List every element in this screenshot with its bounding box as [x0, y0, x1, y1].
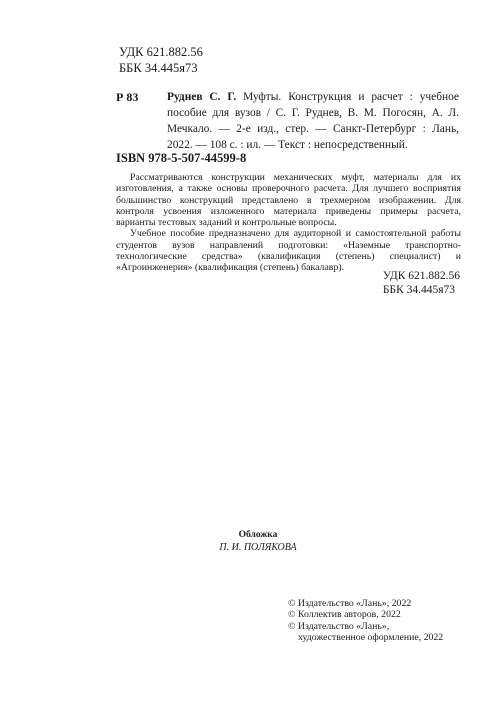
- isbn: ISBN 978-5-507-44599-8: [116, 151, 247, 165]
- abstract-paragraph-2: Учебное пособие предназначено для аудиторной и самостоятельной работы студентов вузов направлений подготовки: «Наземные транспортно-технологические средства» (квалификация (степень) специалист) и «Агроинженерия» (квалификация (степень) бакалавр).: [116, 228, 461, 274]
- copyright-line-1: © Издательство «Лань», 2022: [288, 598, 412, 609]
- copyright-line-4: художественное оформление, 2022: [298, 632, 444, 644]
- cover-label: Обложка: [238, 530, 278, 540]
- copyright-line-3: © Издательство «Лань»,: [288, 620, 390, 632]
- biblio-text: Муфты. Конструкция и расчет : учебное пособие для вузов / С. Г. Руднев, В. М. Погосян, А. Л. Мечкало. — 2-е изд., стер. — Санкт-Петербург : Лань, 2022. — 108 с. : ил. — Текст : непосредственный.: [167, 91, 459, 151]
- biblio-heading: Руднев С. Г.: [167, 91, 237, 103]
- abstract-paragraph-1: Рассматриваются конструкции механических муфт, материалы для их изготовления, а также основы проверочного расчета. Для лучшего восприятия большинство конструкций представлено в трехмерном изображении. Для контроля усвоения изложенного материала приведены примеры расчета, варианты тестовых заданий и контрольные вопросы.: [116, 172, 461, 229]
- author-mark: Р 83: [116, 90, 139, 104]
- bbk-code: ББК 34.445я73: [119, 61, 198, 75]
- cover-designer-name: П. И. ПОЛЯКОВА: [219, 542, 297, 553]
- bibliographic-description: [167, 89, 459, 153]
- udk-code-bottom: УДК 621.882.56: [382, 270, 460, 282]
- bbk-code-bottom: ББК 34.445я73: [382, 283, 456, 296]
- copyright-block: [288, 598, 443, 644]
- cover-credit: [0, 529, 500, 554]
- classification-codes-bottom: [383, 270, 460, 297]
- classification-codes-top: [119, 44, 203, 76]
- udk-code: УДК 621.882.56: [119, 45, 203, 59]
- abstract: [116, 172, 461, 274]
- copyright-line-2: © Коллектив авторов, 2022: [288, 609, 401, 621]
